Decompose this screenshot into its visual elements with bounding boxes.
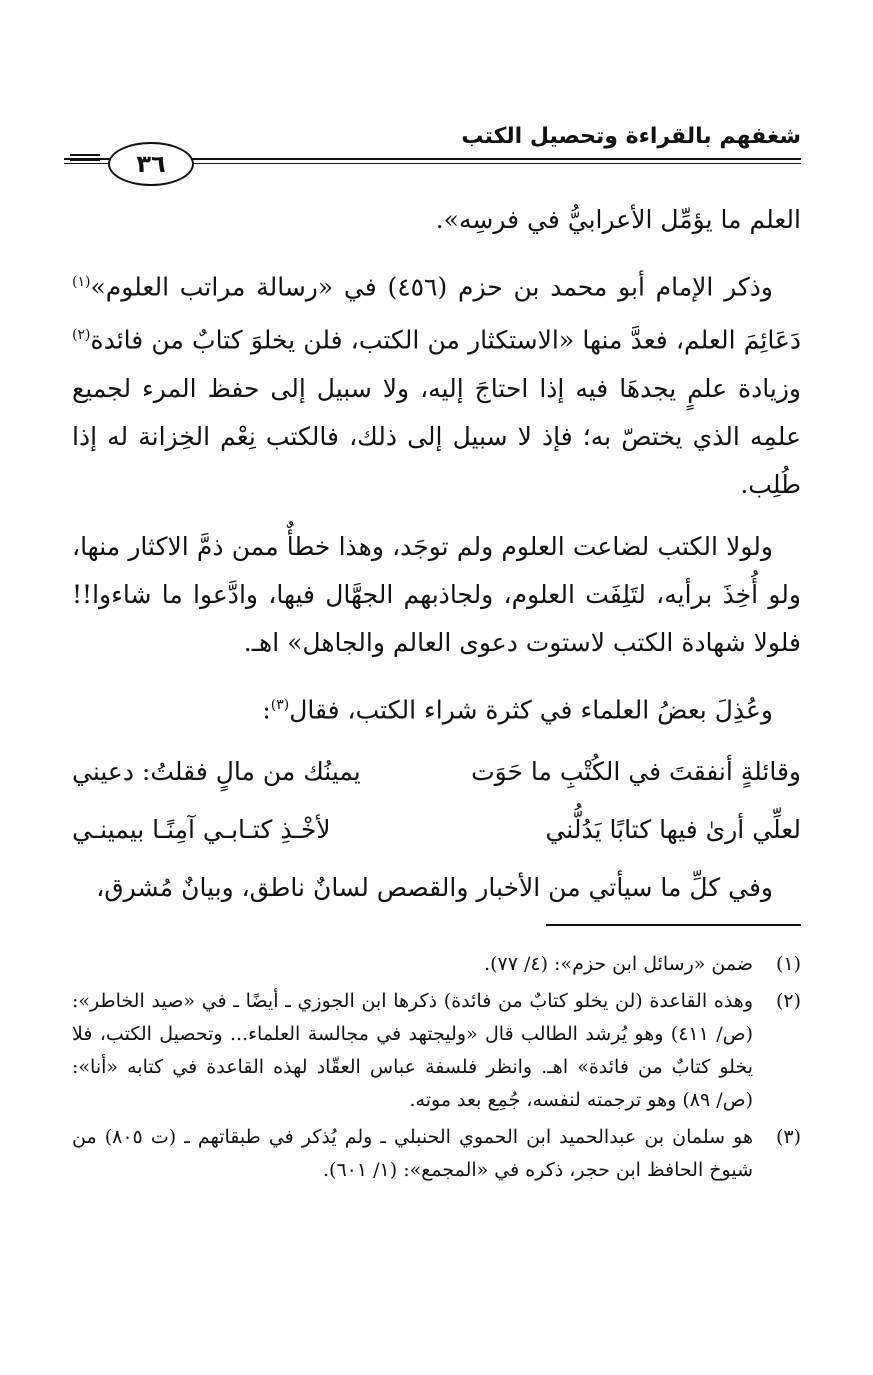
footnote-ref: (٢): [72, 327, 91, 344]
footnote: [72, 948, 801, 981]
header-dash-ornament: [70, 154, 100, 168]
page-header: [64, 120, 801, 180]
footnote: [72, 1121, 801, 1187]
main-text: [72, 196, 801, 926]
page-number: ٣٦: [108, 142, 194, 186]
paragraph: وفي كلِّ ما سيأتي من الأخبار والقصص لسانٌ ناطق، وبيانٌ مُشرق،: [96, 872, 773, 902]
footnote-ref: (٣): [270, 696, 290, 713]
paragraph: العلم ما يؤمِّل الأعرابيُّ في فرسِه».: [435, 205, 801, 234]
footnote-text: ضمن «رسائل ابن حزم»: (٤/ ٧٧).: [484, 953, 753, 975]
footnote-separator: [546, 924, 801, 926]
footnote-text: هو سلمان بن عبدالحميد ابن الحموي الحنبلي ـ ولم يُذكر في طبقاتهم ـ (ت ٨٠٥) من شيوخ الحافظ ابن حجر، ذكره في «المجمع»: (١/ ٦٠١).: [72, 1126, 753, 1181]
poem-verse: [72, 748, 801, 796]
footnote-ref: (١): [72, 274, 91, 290]
paragraph: وعُذِلَ بعضُ العلماء في كثرة شراء الكتب، فقال$^{(٣)}$:: [262, 694, 773, 724]
paragraph: ولولا الكتب لضاعت العلوم ولم توجَد، وهذا خطأٌ ممن ذمَّ الاكثار منها، ولو أُخِذَ برأيه، لتَلِفَت العلوم، ولجاذبهم الجهَّال فيها، وادَّعوا ما شاءوا!! فلولا شهادة الكتب لاستوت دعوى العالم والجاهل» اهـ.: [72, 531, 801, 657]
verse-hemistich: يمينُك من مالٍ فقلتُ: دعيني: [72, 756, 361, 786]
verse-hemistich: وقائلةٍ أنفقتَ في الكُتْبِ ما حَوَت: [471, 756, 801, 786]
verse-hemistich: لأخْـذِ كتـابـي آمِنًـا بيمينـي: [72, 814, 331, 844]
paragraph: وذكر الإمام أبو محمد بن حزم (٤٥٦) في «رسالة مراتب العلوم»$^{(١)}$ دَعَائِمَ العلم، فعدَّ منها «الاستكثار من الكتب، فلن يخلوَ كتابٌ من فائدة$^{(٢)}$ وزيادة علمٍ يجدهَا فيه إذا احتاجَ إليه، ولا سبيل إلى حفظ المرء لجميع علمِه الذي يختصّ به؛ فإذ لا سبيل إلى ذلك، فالكتب نِعْم الخِزانة له إذا طُلِب.: [72, 272, 801, 499]
footnotes: [72, 948, 801, 1191]
running-title: شغفهم بالقراءة وتحصيل الكتب: [461, 124, 801, 149]
footnote-text: وهذه القاعدة (لن يخلو كتابٌ من فائدة) ذكرها ابن الجوزي ـ أيضًا ـ في «صيد الخاطر»: (ص/ ٤١١) وهو يُرشد الطالب قال «وليجتهد في مجالسة العلماء... وتحصيل الكتب، فلا يخلو كتابٌ من فائدة» اهـ. وانظر فلسفة عباس العقّاد لهذه القاعدة في كتابه «أنا»: (ص/ ٨٩) وهو ترجمته لنفسه، جُمِع بعد موته.: [72, 990, 753, 1111]
footnote-number: (٣): [775, 1126, 801, 1148]
poem-verse: [72, 806, 801, 854]
footnote-number: (١): [775, 953, 801, 975]
footnote: [72, 985, 801, 1117]
verse-hemistich: لعلِّي أرىٰ فيها كتابًا يَدُلُّني: [545, 814, 801, 844]
footnote-number: (٢): [775, 990, 801, 1012]
